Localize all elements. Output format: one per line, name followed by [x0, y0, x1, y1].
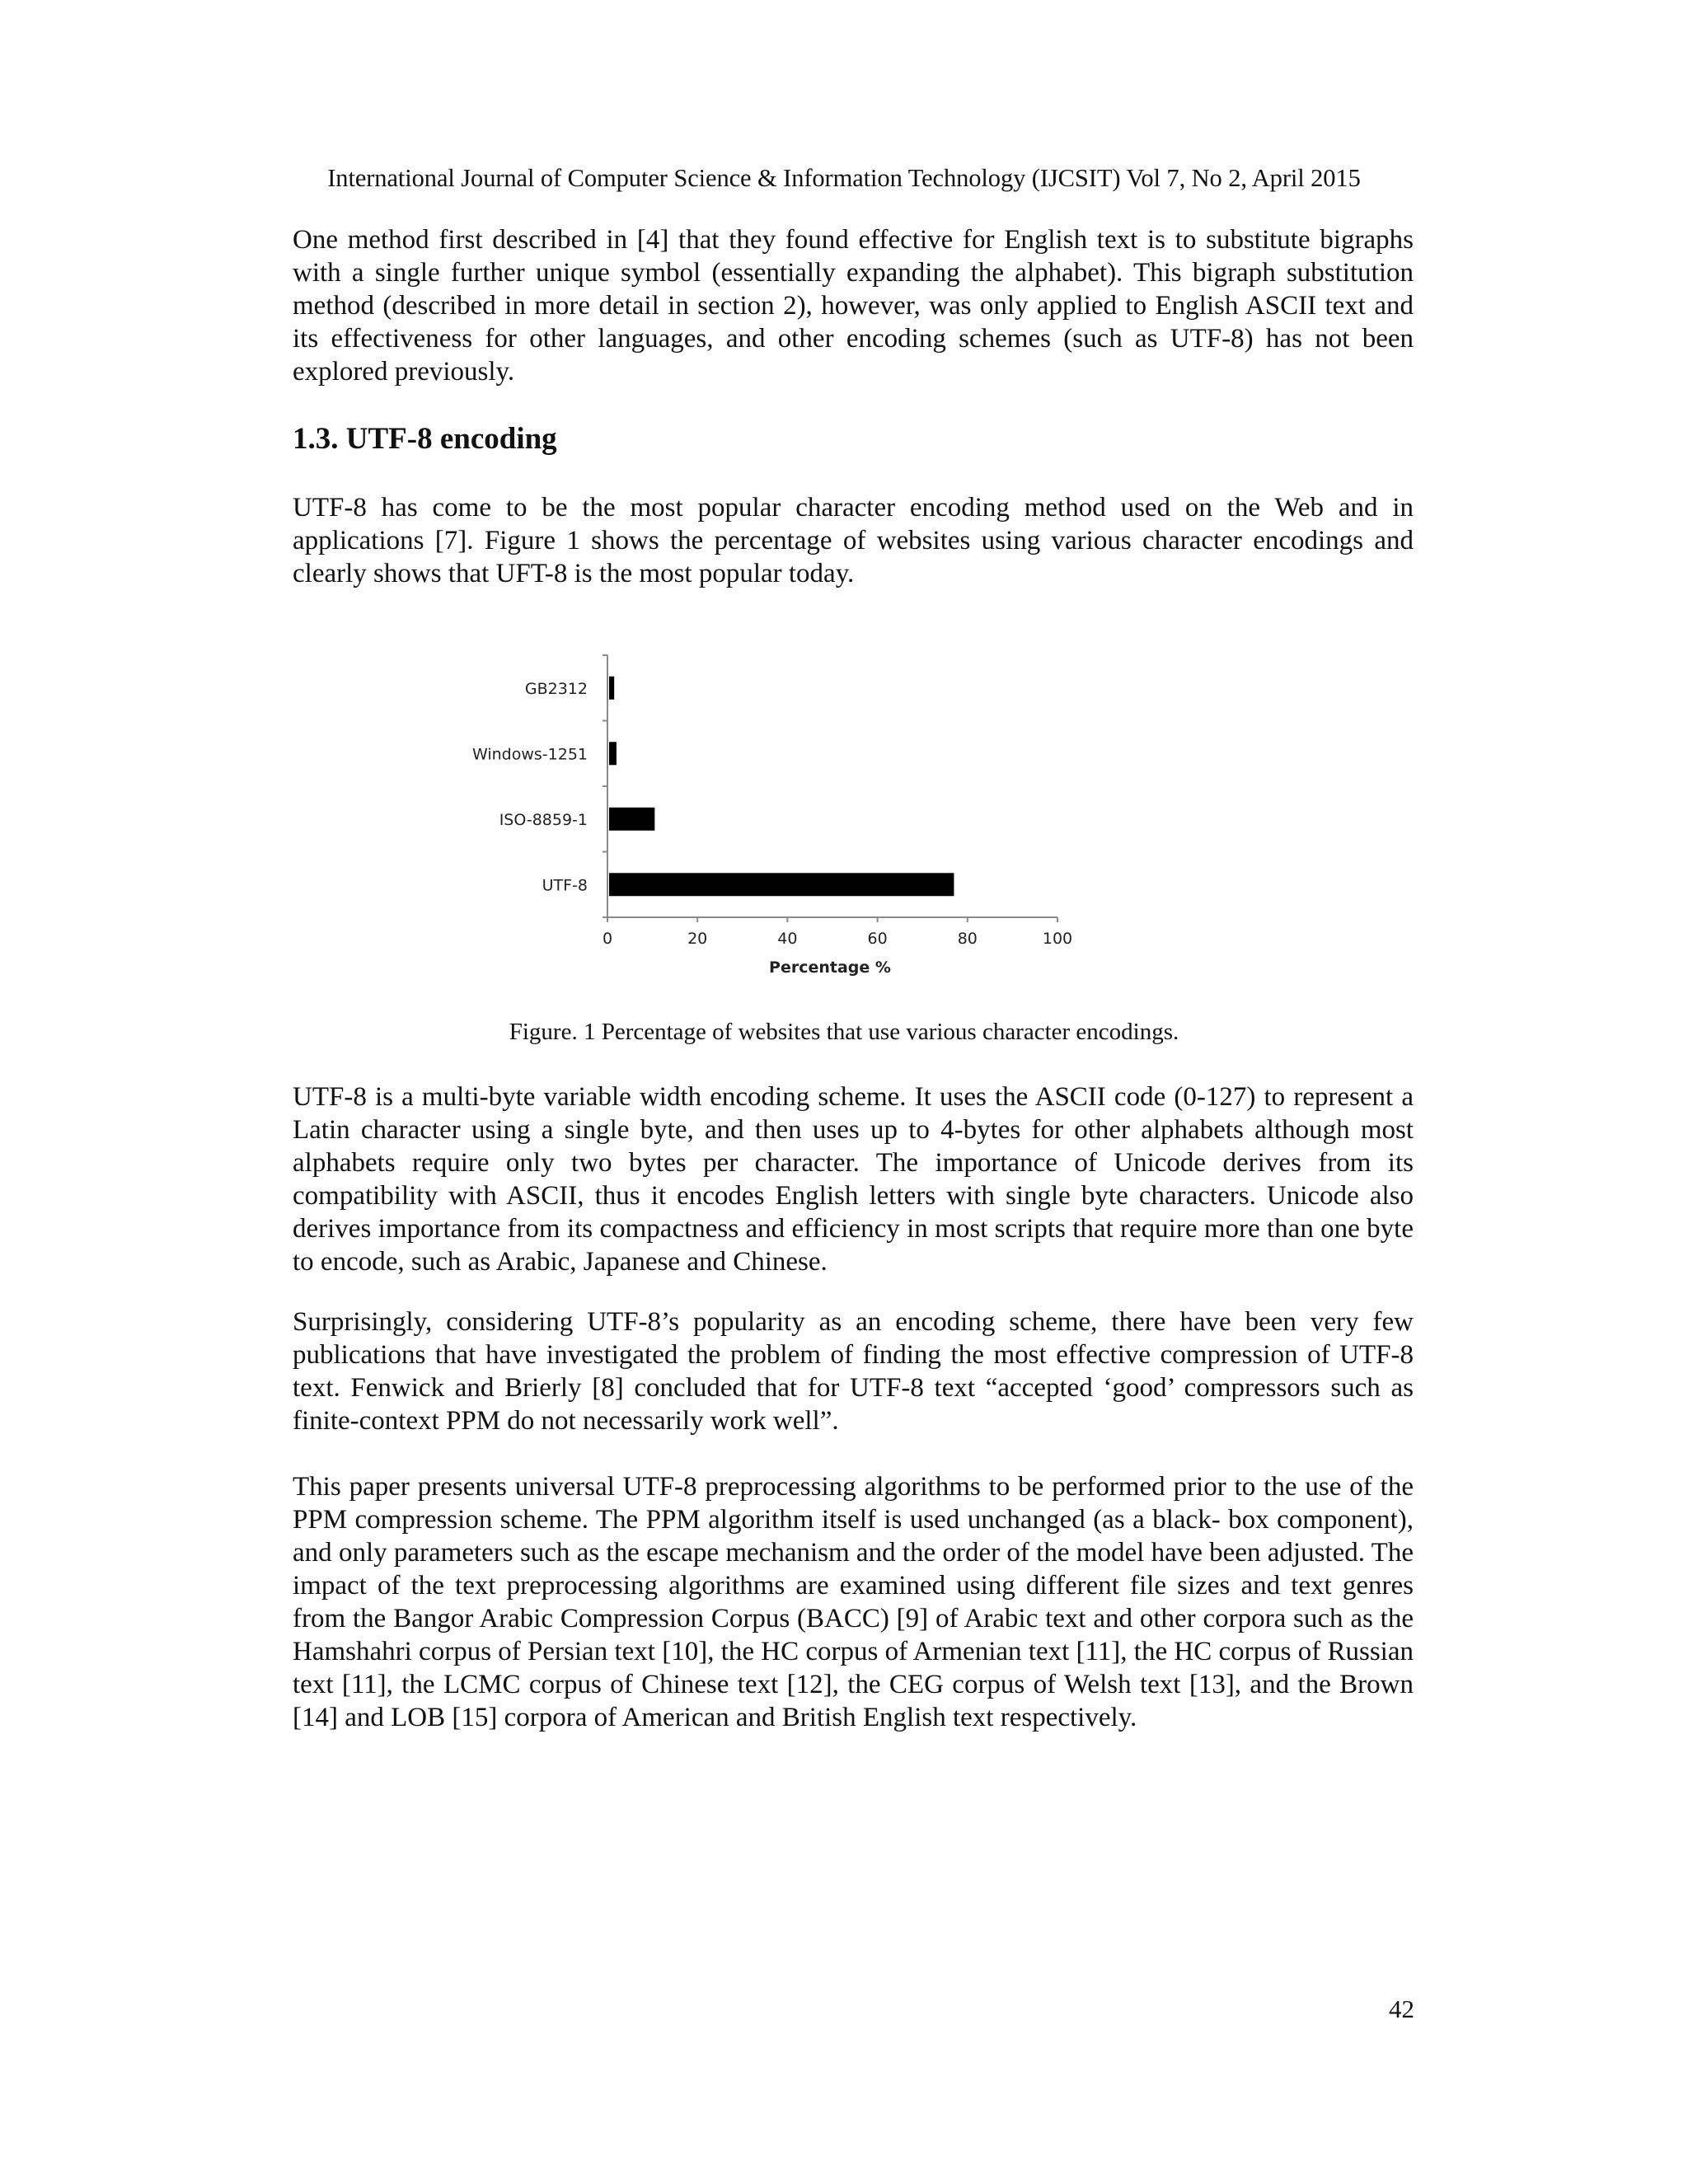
x-tick-label: 20 [687, 930, 708, 948]
paragraph-utf8-popularity: UTF-8 has come to be the most popular character encoding method used on the Web and in applications [7]. Figure 1 shows the percentage of websites using various character encodings and clearly shows that UFT-8 is the most popular today. [293, 493, 1414, 588]
x-tick-label: 40 [777, 930, 798, 948]
x-axis-title: Percentage % [769, 958, 891, 977]
x-tick-label: 100 [1042, 930, 1073, 948]
section-heading: 1.3. UTF-8 encoding [293, 422, 557, 456]
figure-caption: Figure. 1 Percentage of websites that use various character encodings. [509, 1019, 1179, 1045]
x-tick-label: 0 [602, 930, 613, 948]
paragraph-utf8-description: UTF-8 is a multi-byte variable width encoding scheme. It uses the ASCII code (0-127) to represent a Latin character using a single byte, and then uses up to 4-bytes for other alphabets although most alphabets require only two bytes per character. The importance of Unicode derives from its compatibility with ASCII, thus it encodes English letters with single byte characters. Unicode also derives importance from its compactness and efficiency in most scripts that require more than one byte to encode, such as Arabic, Japanese and Chinese. [293, 1082, 1414, 1277]
running-header: International Journal of Computer Science & Information Technology (IJCSIT) Vol 7, No 2, April 2015 [327, 164, 1361, 192]
bar-chart [445, 643, 1088, 989]
figure-1 [445, 643, 1088, 989]
bar-utf-8 [609, 873, 954, 896]
paragraph-compression-research: Surprisingly, considering UTF-8’s popularity as an encoding scheme, there have been very few publications that have investigated the problem of finding the most effective compression of UTF-8 text. Fenwick and Brierly [8] concluded that for UTF-8 text “accepted ‘good’ compressors such as finite-context PPM do not necessarily work well”. [293, 1307, 1414, 1436]
category-label: Windows-1251 [471, 745, 588, 764]
x-tick-label: 80 [957, 930, 978, 948]
category-label: GB2312 [524, 679, 588, 698]
category-label: ISO-8859-1 [499, 810, 588, 829]
paragraph-bigraph-substitution: One method first described in [4] that they found effective for English text is to substitute bigraphs with a single further unique symbol (essentially expanding the alphabet). This bigraph substitution method (described in more detail in section 2), however, was only applied to English ASCII text and its effectiveness for other languages, and other encoding schemes (such as UTF-8) has not been explored previously. [293, 225, 1414, 387]
bar-windows-1251 [609, 742, 617, 765]
bar-gb2312 [609, 677, 614, 700]
x-tick-label: 60 [867, 930, 888, 948]
page-number: 42 [1389, 1994, 1414, 2023]
category-label: UTF-8 [542, 876, 588, 895]
paragraph-paper-overview: This paper presents universal UTF-8 preprocessing algorithms to be performed prior to the use of the PPM compression scheme. The PPM algorithm itself is used unchanged (as a black- box component), and only parameters such as the escape mechanism and the order of the model have been adjusted. The impact of the text preprocessing algorithms are examined using different file sizes and text genres from the Bangor Arabic Compression Corpus (BACC) [9] of Arabic text and other corpora such as the Hamshahri corpus of Persian text [10], the HC corpus of Armenian text [11], the HC corpus of Russian text [11], the LCMC corpus of Chinese text [12], the CEG corpus of Welsh text [13], and the Brown [14] and LOB [15] corpora of American and British English text respectively. [293, 1472, 1414, 1732]
bar-iso-8859-1 [609, 808, 654, 831]
